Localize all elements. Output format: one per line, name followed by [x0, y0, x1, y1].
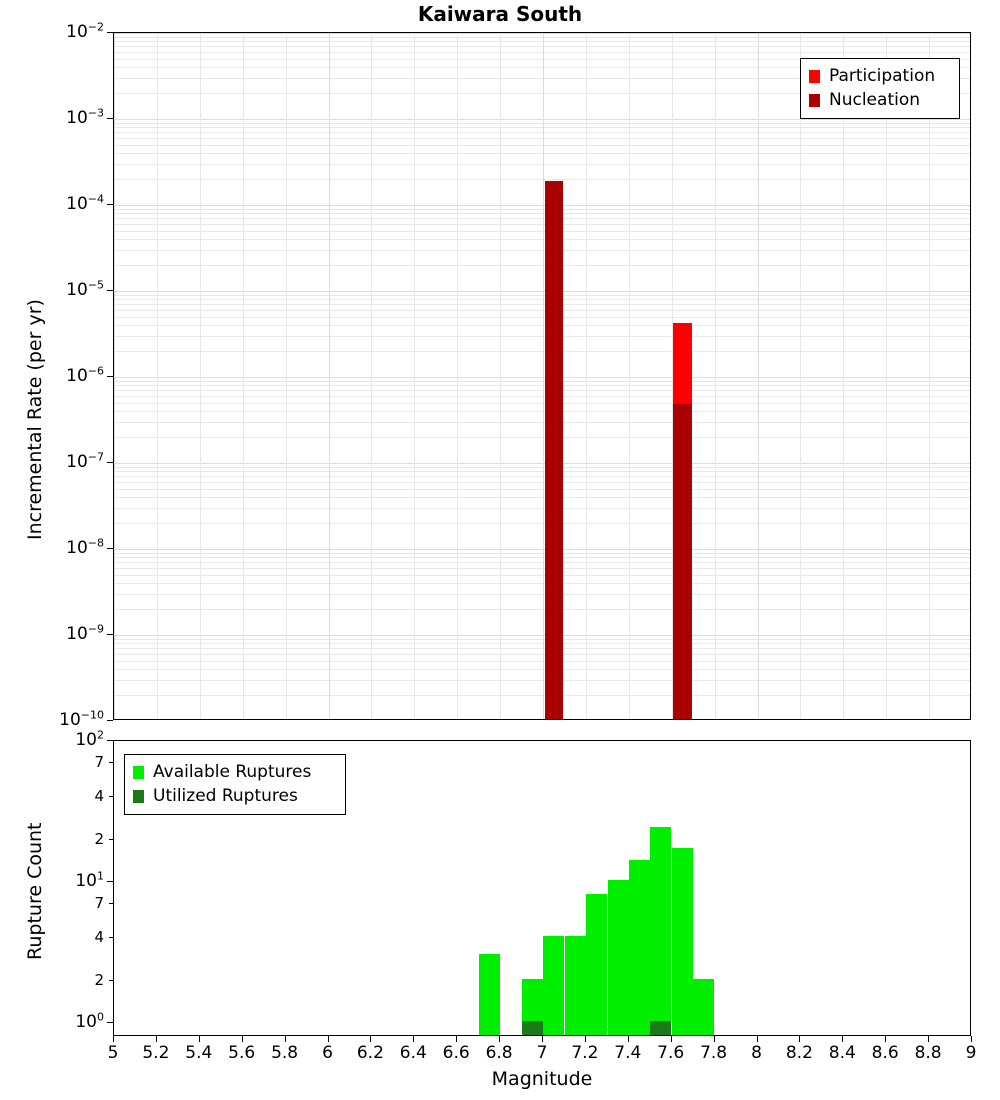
gridline [886, 33, 887, 719]
y-tick-label: 4 [94, 928, 104, 947]
tick-mark [107, 720, 113, 721]
tick-mark [885, 1036, 886, 1042]
gridline [929, 33, 930, 719]
legend-swatch-participation [809, 70, 820, 83]
y-tick-label: $10^{-9}$ [66, 622, 104, 644]
tick-mark [156, 1036, 157, 1042]
gridline [629, 33, 630, 719]
tick-mark [842, 1036, 843, 1042]
legend-incremental-rate [800, 58, 960, 119]
y-tick-label: $10^{-10}$ [59, 708, 104, 730]
bar [608, 880, 629, 1035]
x-tick-label: 5 [107, 1043, 119, 1063]
x-tick-label: 7.2 [571, 1043, 599, 1063]
tick-mark [757, 1036, 758, 1042]
x-tick-label: 7 [536, 1043, 548, 1063]
gridline [800, 33, 801, 719]
x-tick-label: 7.4 [614, 1043, 642, 1063]
x-tick-label: 8 [751, 1043, 762, 1063]
legend-swatch-utilized-ruptures [133, 790, 144, 803]
y-tick-label: $10^{-4}$ [66, 192, 104, 214]
x-tick-label: 7.6 [657, 1043, 685, 1063]
tick-mark [285, 1036, 286, 1042]
legend-label-nucleation: Nucleation [829, 90, 921, 110]
gridline [414, 33, 415, 719]
gridline [715, 33, 716, 719]
legend-label-available-ruptures: Available Ruptures [153, 762, 312, 782]
x-tick-label: 6.4 [399, 1043, 427, 1063]
x-tick-label: 5.8 [271, 1043, 299, 1063]
y-tick-label: 2 [94, 829, 104, 848]
legend-item[interactable] [133, 760, 337, 784]
bar [650, 827, 671, 1036]
tick-mark [109, 937, 113, 938]
bar [673, 404, 691, 719]
gridline [371, 33, 372, 719]
x-axis-label: Magnitude [491, 1068, 593, 1090]
x-tick-label: 5.2 [142, 1043, 170, 1063]
tick-mark [107, 881, 113, 882]
y-tick-label: $10^1$ [75, 869, 104, 892]
gridline [200, 33, 201, 719]
tick-mark [714, 1036, 715, 1042]
tick-mark [107, 634, 113, 635]
legend-swatch-available-ruptures [133, 766, 144, 779]
tick-mark [242, 1036, 243, 1042]
bar [565, 936, 586, 1035]
x-tick-label: 6 [322, 1043, 333, 1063]
bar [586, 894, 607, 1035]
tick-mark [107, 118, 113, 119]
gridline [457, 33, 458, 719]
x-tick-label: 8.6 [871, 1043, 899, 1063]
gridline [114, 33, 115, 719]
tick-mark [199, 1036, 200, 1042]
tick-mark [542, 1036, 543, 1042]
legend-item[interactable] [133, 784, 337, 808]
tick-mark [671, 1036, 672, 1042]
gridline [843, 33, 844, 719]
gridline [286, 33, 287, 719]
tick-mark [413, 1036, 414, 1042]
tick-mark [107, 740, 113, 741]
x-tick-label: 8.2 [785, 1043, 813, 1063]
tick-mark [109, 762, 113, 763]
gridline [157, 33, 158, 719]
tick-mark [928, 1036, 929, 1042]
y-tick-label: 7 [94, 752, 104, 771]
y-tick-label: $10^{-3}$ [66, 106, 104, 128]
y-tick-label: $10^{-2}$ [66, 20, 104, 42]
x-tick-label: 6.8 [485, 1043, 513, 1063]
tick-mark [107, 462, 113, 463]
tick-mark [107, 204, 113, 205]
x-tick-label: 6.6 [442, 1043, 470, 1063]
x-tick-label: 9 [965, 1043, 977, 1063]
x-tick-label: 5.4 [185, 1043, 213, 1063]
x-tick-label: 8.4 [828, 1043, 856, 1063]
bar [693, 979, 714, 1035]
tick-mark [107, 32, 113, 33]
legend-label-utilized-ruptures: Utilized Ruptures [153, 786, 298, 806]
legend-item[interactable] [809, 88, 951, 112]
tick-mark [370, 1036, 371, 1042]
x-tick-label: 5.6 [228, 1043, 256, 1063]
tick-mark [107, 548, 113, 549]
bar [672, 848, 693, 1035]
y-tick-label: 7 [94, 894, 104, 913]
tick-mark [328, 1036, 329, 1042]
tick-mark [109, 839, 113, 840]
y-tick-label: 4 [94, 787, 104, 806]
legend-label-participation: Participation [829, 66, 936, 86]
y-axis-label-bottom: Rupture Count [24, 822, 46, 960]
legend-rupture-count [124, 754, 346, 815]
x-tick-label: 6.2 [356, 1043, 384, 1063]
y-tick-label: $10^2$ [75, 728, 104, 750]
tick-mark [628, 1036, 629, 1042]
bar [650, 1021, 671, 1035]
tick-mark [585, 1036, 586, 1042]
y-tick-label: $10^{-5}$ [66, 278, 104, 300]
tick-mark [107, 376, 113, 377]
y-axis-label-top: Incremental Rate (per yr) [24, 299, 46, 540]
bar [543, 936, 564, 1035]
tick-mark [799, 1036, 800, 1042]
tick-mark [109, 980, 113, 981]
tick-mark [107, 290, 113, 291]
gridline [500, 33, 501, 719]
x-tick-label: 8.8 [914, 1043, 942, 1063]
legend-item[interactable] [809, 64, 951, 88]
y-tick-label: 2 [94, 970, 104, 989]
tick-mark [109, 903, 113, 904]
y-tick-label: $10^0$ [75, 1010, 104, 1033]
tick-mark [107, 1022, 113, 1023]
page-title: Kaiwara South [417, 2, 583, 26]
bar [629, 860, 650, 1035]
tick-mark [499, 1036, 500, 1042]
bar [522, 1021, 543, 1035]
tick-mark [113, 1036, 114, 1042]
y-tick-label: $10^{-6}$ [66, 364, 104, 386]
gridline [758, 33, 759, 719]
y-tick-label: $10^{-8}$ [66, 536, 104, 558]
gridline [586, 33, 587, 719]
y-tick-label: $10^{-7}$ [66, 450, 104, 472]
tick-mark [971, 1036, 972, 1042]
gridline [329, 33, 330, 719]
tick-mark [456, 1036, 457, 1042]
legend-swatch-nucleation [809, 94, 820, 107]
incremental-rate-plot [113, 32, 971, 720]
x-tick-label: 7.8 [700, 1043, 728, 1063]
bar [479, 954, 500, 1035]
tick-mark [109, 796, 113, 797]
bar [545, 181, 563, 719]
gridline [243, 33, 244, 719]
